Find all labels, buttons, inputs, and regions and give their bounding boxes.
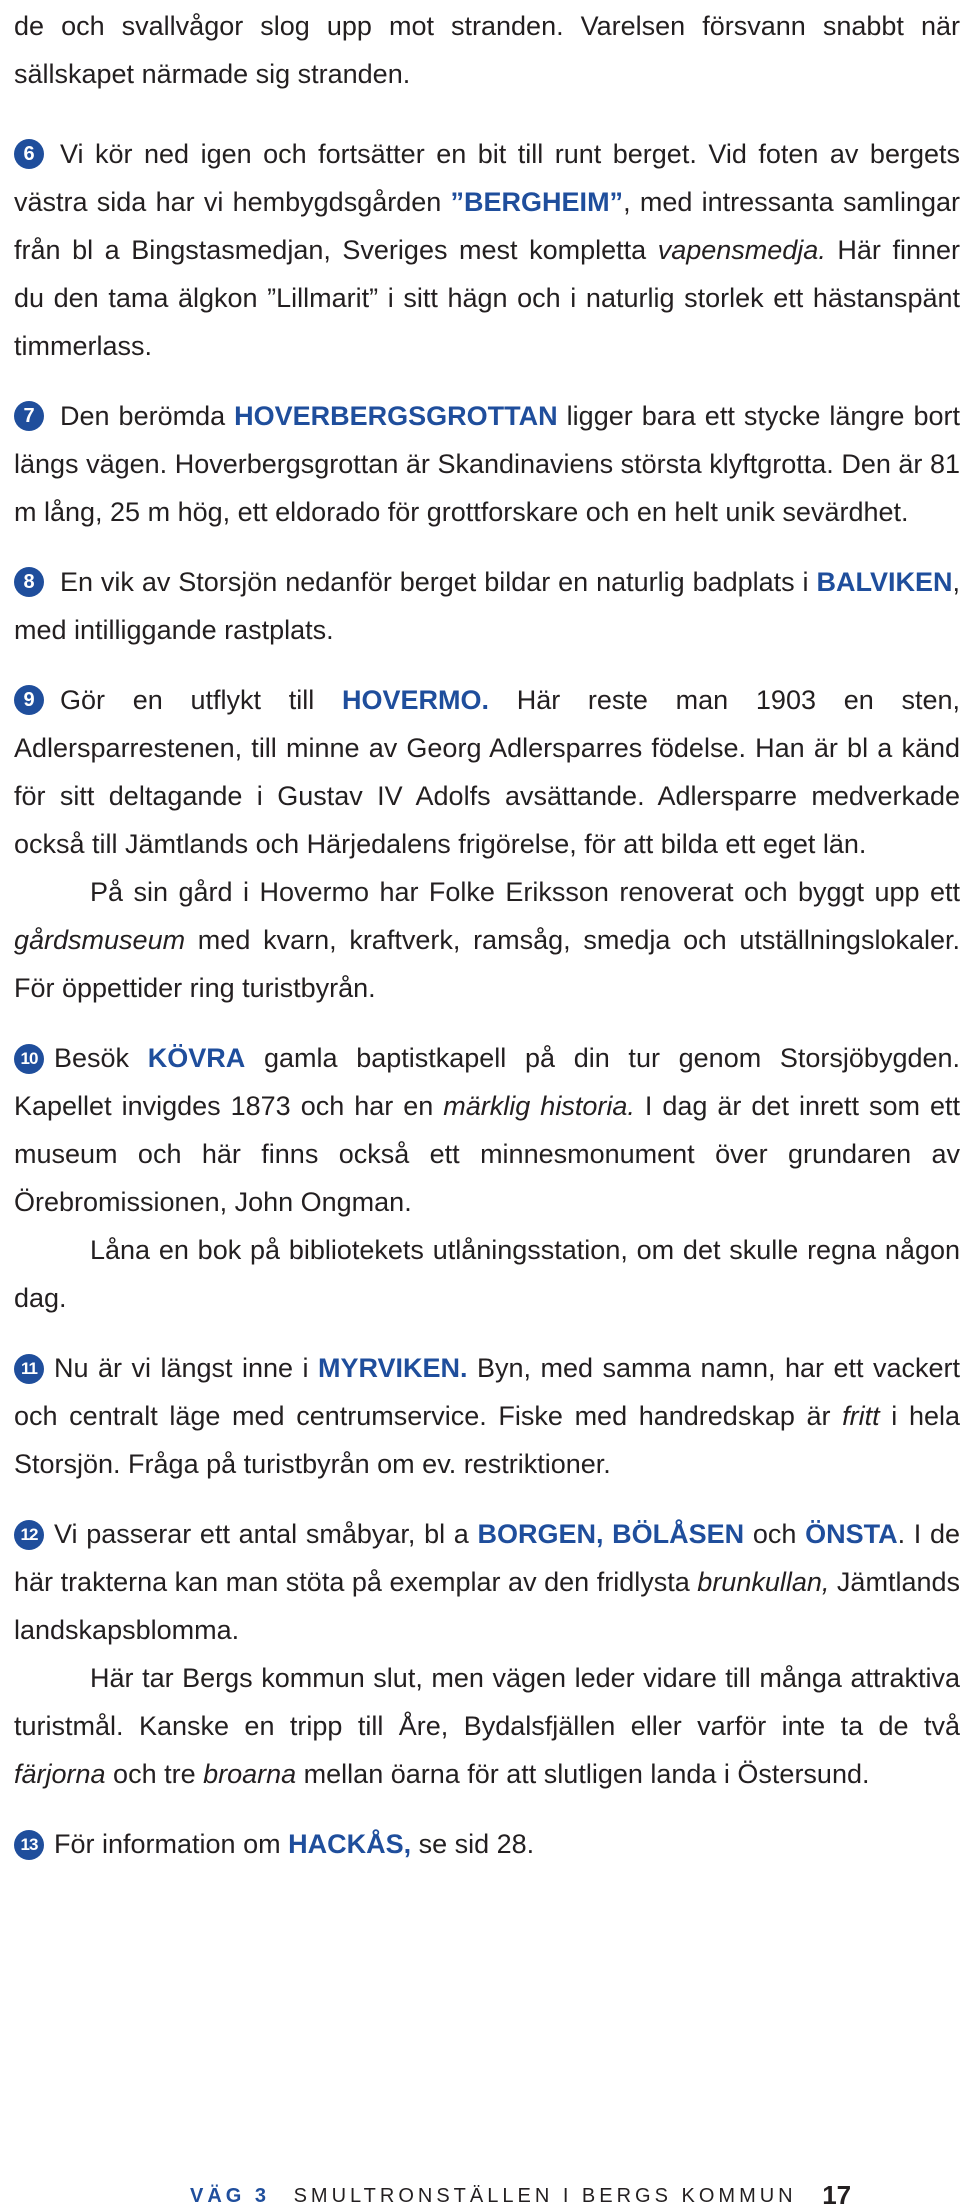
intro-paragraph: de och svallvågor slog upp mot stranden. Varelsen försvann snabbt när sällskapet närmade sig stranden. bbox=[14, 11, 960, 89]
place-kovra: KÖVRA bbox=[147, 1043, 246, 1073]
section-13: 13 För information om HACKÅS, se sid 28. bbox=[14, 1820, 960, 1868]
page-footer bbox=[190, 2180, 851, 2211]
badge-8: 8 bbox=[14, 567, 44, 597]
place-hoverbergsgrottan: HOVERBERGSGROTTAN bbox=[234, 401, 558, 431]
page-number: 17 bbox=[822, 2180, 852, 2210]
section-12: 12 Vi passerar ett antal småbyar, bl a BORGEN, BÖLÅSEN och ÖNSTA. I de här trakterna kan man stöta på exemplar av den fridlysta brunkullan, Jämtlands landskapsblomma. bbox=[14, 1519, 960, 1645]
section-10: 10 Besök KÖVRA gamla baptistkapell på din tur genom Storsjöbygden. Kapellet invigdes 1873 och har en märklig historia. I dag är det inrett som ett museum och här finns också ett minnesmonument över grundaren av Örebromissionen, John Ongman. bbox=[14, 1043, 960, 1217]
badge-12: 12 bbox=[14, 1520, 44, 1550]
place-hackas: HACKÅS, bbox=[288, 1829, 412, 1859]
place-hovermo: HOVERMO. bbox=[341, 685, 489, 715]
place-bergheim: ”BERGHEIM” bbox=[450, 187, 624, 217]
section-6: 6 Vi kör ned igen och fortsätter en bit till runt berget. Vid foten av bergets västra sida har vi hembygdsgården ”BERGHEIM”, med intressanta samlingar från bl a Bingstasmedjan, Sveriges mest kompletta vapensmedja. Här finner du den tama älgkon ”Lillmarit” i sitt hägn och i naturlig storlek ett hästanspänt timmerlass. bbox=[14, 139, 960, 361]
place-myrviken: MYRVIKEN. bbox=[317, 1353, 468, 1383]
section-11: 11 Nu är vi längst inne i MYRVIKEN. Byn, med samma namn, har ett vackert och centralt läge med centrumservice. Fiske med handredskap är fritt i hela Storsjön. Fråga på turistbyrån om ev. restriktioner. bbox=[14, 1353, 960, 1479]
section-7: 7 Den berömda HOVERBERGSGROTTAN ligger bara ett stycke längre bort längs vägen. Hoverbergsgrottan är Skandinaviens största klyftgrotta. Den är 81 m lång, 25 m hög, ett eldorado för grottforskare och en helt unik sevärdhet. bbox=[14, 401, 960, 527]
article-body bbox=[14, 2, 960, 1868]
place-balviken: BALVIKEN bbox=[816, 567, 953, 597]
badge-7: 7 bbox=[14, 401, 44, 431]
badge-13: 13 bbox=[14, 1830, 44, 1860]
section-8: 8 En vik av Storsjön nedanför berget bildar en naturlig badplats i BALVIKEN, med intilliggande rastplats. bbox=[14, 567, 960, 645]
section-12-paragraph-2: Här tar Bergs kommun slut, men vägen leder vidare till många attraktiva turistmål. Kanske en tripp till Åre, Bydalsfjällen eller varför inte ta de två färjorna och tre broarna mellan öarna för att slutligen landa i Östersund. bbox=[14, 1663, 960, 1789]
section-10-paragraph-2: Låna en bok på bibliotekets utlåningsstation, om det skulle regna någon dag. bbox=[14, 1235, 960, 1313]
badge-11: 11 bbox=[14, 1354, 44, 1384]
badge-10: 10 bbox=[14, 1044, 44, 1074]
place-onsta: ÖNSTA bbox=[805, 1519, 898, 1549]
place-borgen-bolasen: BORGEN, BÖLÅSEN bbox=[477, 1519, 745, 1549]
section-9-paragraph-2: På sin gård i Hovermo har Folke Eriksson renoverat och byggt upp ett gårdsmuseum med kvarn, kraftverk, ramsåg, smedja och utställningslokaler. För öppettider ring turistbyrån. bbox=[14, 877, 960, 1003]
badge-9: 9 bbox=[14, 685, 44, 715]
badge-6: 6 bbox=[14, 139, 44, 169]
section-9: 9 Gör en utflykt till HOVERMO. Här reste man 1903 en sten, Adlersparrestenen, till minne av Georg Adlersparres födelse. Han är bl a känd för sitt deltagande i Gustav IV Adolfs avsättande. Adlersparre medverkade också till Jämtlands och Härjedalens frigörelse, för att bilda ett eget län. bbox=[14, 685, 960, 859]
footer-route: VÄG 3 bbox=[190, 2185, 271, 2207]
footer-section-title: SMULTRONSTÄLLEN I BERGS KOMMUN bbox=[293, 2185, 797, 2207]
